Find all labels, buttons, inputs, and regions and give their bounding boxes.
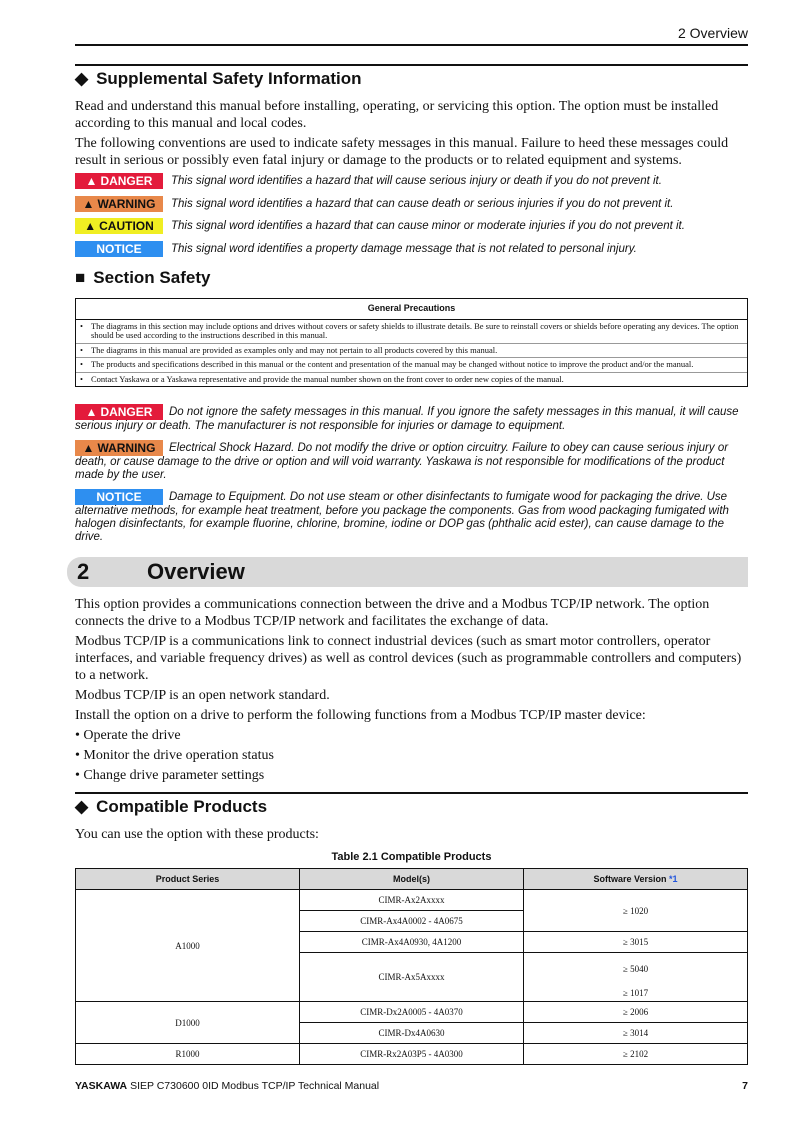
warning-badge: ▲ WARNING (75, 196, 163, 212)
bullet: • Change drive parameter settings (75, 768, 265, 783)
square-icon: ■ (75, 268, 86, 287)
table-row: CIMR-Ax4A0002 - 4A0675 (76, 911, 748, 932)
bullet: • Operate the drive (75, 728, 181, 743)
table-row: CIMR-Dx4A0630 ≥ 3014 (76, 1023, 748, 1044)
bullet: • Monitor the drive operation status (75, 748, 274, 763)
diamond-icon: ◆ (75, 69, 89, 88)
page-footer: YASKAWA SIEP C730600 0ID Modbus TCP/IP Technical Manual 7 (75, 1080, 748, 1092)
warning-triangle-icon: ▲ (84, 219, 97, 233)
running-head: 2 Overview (677, 25, 748, 41)
danger-message: ▲ DANGER Do not ignore the safety messages in this manual. If you ignore the safety messages in this manual, it will cause serious injury or death. The manufacturer is not responsible for injuries or damage to equipment. (75, 404, 739, 432)
table-row: D1000 CIMR-Dx2A0005 - 4A0370 ≥ 2006 (76, 1002, 748, 1023)
table-row: R1000 CIMR-Rx2A03P5 - 4A0300 ≥ 2102 (76, 1044, 748, 1065)
paragraph: Read and understand this manual before installing, operating, or servicing this option. The option must be installed according to this manual and local codes. (75, 99, 719, 131)
signal-word-list: ▲ DANGER This signal word identifies a hazard that will cause serious injury or death if you do not prevent it. ▲ WARNING This signal word identifies a hazard that can cause death or serious injuries if you do not prevent it. ▲ CAUTION This signal word identifies a hazard that can cause minor or moderate injuries if you do not prevent it. NOTICE This signal word identifies a property damage message that is not related to personal injury. (75, 172, 748, 262)
notice-badge: NOTICE (75, 241, 163, 257)
table-row: A1000 CIMR-Ax2Axxxx ≥ 1020 (76, 890, 748, 911)
page-number: 7 (742, 1080, 748, 1092)
danger-badge: ▲ DANGER (75, 173, 163, 189)
chapter-heading: 2 Overview (67, 557, 748, 587)
warning-triangle-icon: ▲ (82, 196, 95, 211)
diamond-icon: ◆ (75, 797, 89, 816)
warning-triangle-icon: ▲ (85, 404, 98, 419)
footnote-link[interactable]: *1 (669, 874, 678, 884)
section-heading: ■ Section Safety (75, 268, 211, 287)
table-row: CIMR-Ax5Axxxx ≥ 5040 (76, 953, 748, 986)
caution-badge: ▲ CAUTION (75, 218, 163, 234)
supplemental-title: Supplemental Safety Information (96, 69, 362, 88)
divider (75, 44, 748, 46)
general-precautions-box: General Precautions • The diagrams in this section may include options and drives without covers or safety shields to illustrate details. Be sure to reinstall covers or shields before operating any devices. The option should be used according to the instructions described in this manual. • The diagrams in this manual are provided as examples only and may not pertain to all products covered by this manual. • The products and specifications described in this manual or the content and presentation of the manual may be changed without notice to improve the product and/or the manual. • Contact Yaskawa or a Yaskawa representative and provide the manual number shown on the front cover to order new copies of the manual. (75, 298, 748, 387)
warning-message: ▲ WARNING Electrical Shock Hazard. Do not modify the drive or option circuitry. Failure to obey can cause serious injury or death, or cause damage to the drive or option and will void warranty. Yaskawa is not responsible for modifications of the product made by the user. (75, 440, 729, 481)
warning-triangle-icon: ▲ (82, 440, 95, 455)
paragraph: The following conventions are used to indicate safety messages in this manual. Failure to heed these messages could result in serious or possibly even fatal injury or damage to the products or to related equipment and systems. (75, 136, 729, 168)
section-heading (75, 69, 748, 89)
section-heading: ◆ Compatible Products (75, 797, 268, 816)
divider (75, 792, 748, 794)
table-row: ≥ 1017 (76, 986, 748, 1002)
table-row: CIMR-Ax4A0930, 4A1200 ≥ 3015 (76, 932, 748, 953)
table-caption: Table 2.1 Compatible Products (331, 851, 492, 863)
compatible-products-table: Product Series Model(s) Software Version *1 A1000 CIMR-Ax2Axxxx ≥ 1020 CIMR-Ax4A0002 - 4A0675 CIMR-Ax4A0930, 4A1200 ≥ 3015 CIMR-Ax5Axxxx ≥ 5040 ≥ 1017 D1000 CIMR-Dx2A0005 - 4A0370 ≥ 2006 CIMR-Dx4A0630 ≥ 3014 R1000 CIMR-Rx2A03P5 - 4A0300 ≥ 2102 (75, 868, 748, 1065)
notice-message: NOTICE Damage to Equipment. Do not use steam or other disinfectants to fumigate wood for packaging the drive. Use alternative methods, for example heat treatment, before you package the components. Gas from wood packaging fumigated with halogen disinfectants, for example fluorine, chlorine, bromine, iodine or DOP gas (phthalic acid ester), can cause damage to the drive. (75, 489, 729, 543)
divider (75, 64, 748, 66)
warning-triangle-icon: ▲ (85, 174, 98, 188)
